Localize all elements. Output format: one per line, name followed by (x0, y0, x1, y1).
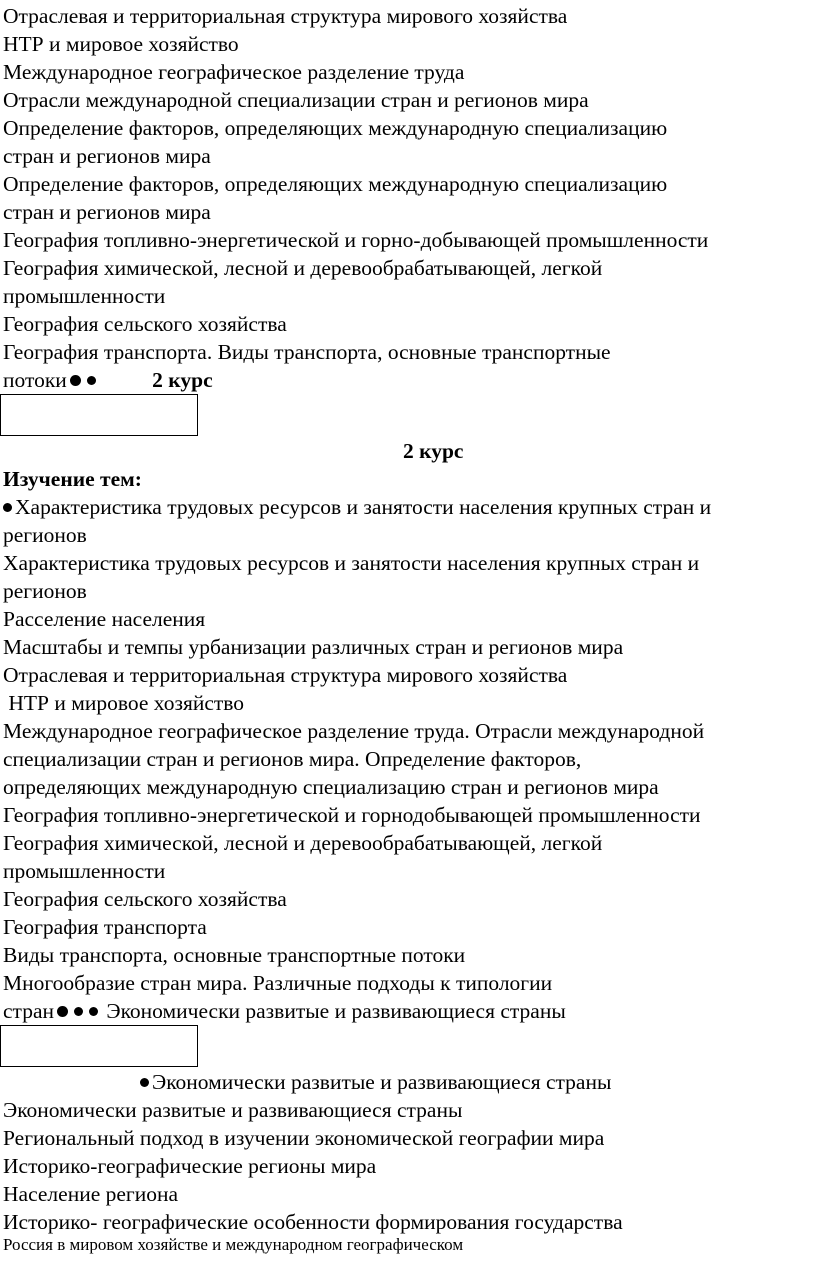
text-line: Характеристика трудовых ресурсов и занятости населения крупных стран и (3, 551, 700, 575)
text-line: определяющих международную специализацию стран и регионов мира (3, 775, 659, 799)
text-fragment: потоки (3, 368, 67, 392)
text-fragment: Экономически развитые и развивающиеся страны (152, 1070, 612, 1094)
bulleted-line (140, 1068, 611, 1096)
text-line: Масштабы и темпы урбанизации различных стран и регионов мира (3, 635, 624, 659)
text-line: Историко-географические регионы мира (3, 1154, 377, 1178)
bulleted-line (3, 493, 711, 521)
topics-heading: Изучение тем: (3, 467, 142, 491)
text-line: География транспорта (3, 915, 207, 939)
bullet-icon (89, 1007, 98, 1016)
empty-frame (0, 1025, 198, 1067)
empty-frame (0, 394, 198, 436)
bullet-icon (3, 503, 12, 512)
text-line: промышленности (3, 284, 166, 308)
text-line: Историко- географические особенности формирования государства (3, 1210, 623, 1234)
bullet-icon (57, 1006, 68, 1017)
text-line: НТР и мировое хозяйство (3, 691, 245, 715)
text-line: промышленности (3, 859, 166, 883)
text-line: Отрасли международной специализации стран и регионов мира (3, 88, 589, 112)
text-line: География транспорта. Виды транспорта, основные транспортные (3, 340, 611, 364)
text-line: Многообразие стран мира. Различные подходы к типологии (3, 971, 553, 995)
text-line: Международное географическое разделение труда. Отрасли международной (3, 719, 705, 743)
text-line: География химической, лесной и деревообрабатывающей, легкой (3, 831, 603, 855)
bullet-icon (140, 1078, 149, 1087)
text-line: География топливно-энергетической и горно-добывающей промышленности (3, 228, 709, 252)
text-line: Виды транспорта, основные транспортные потоки (3, 943, 466, 967)
text-line: Экономически развитые и развивающиеся страны (3, 1098, 463, 1122)
text-line: География топливно-энергетической и горнодобывающей промышленности (3, 803, 701, 827)
text-fragment: Характеристика трудовых ресурсов и занятости населения крупных стран и (15, 495, 712, 519)
text-line: регионов (3, 523, 87, 547)
bullet-icon (70, 375, 81, 386)
text-line: Определение факторов, определяющих международную специализацию (3, 172, 668, 196)
text-line: Определение факторов, определяющих международную специализацию (3, 116, 668, 140)
course-heading: 2 курс (403, 439, 464, 463)
text-line: География химической, лесной и деревообрабатывающей, легкой (3, 256, 603, 280)
text-line: Отраслевая и территориальная структура мирового хозяйства (3, 663, 568, 687)
text-line: Расселение населения (3, 607, 206, 631)
text-line: стран и регионов мира (3, 144, 211, 168)
text-line: География сельского хозяйства (3, 887, 287, 911)
course-label: 2 курс (152, 368, 213, 392)
text-fragment: стран (3, 999, 54, 1023)
text-line: Региональный подход в изучении экономической географии мира (3, 1126, 605, 1150)
text-line: регионов (3, 579, 87, 603)
text-line: Россия в мировом хозяйстве и международном географическом (3, 1235, 464, 1254)
text-line-with-bullets (3, 997, 566, 1025)
text-line-with-bullets (3, 366, 213, 394)
text-line: География сельского хозяйства (3, 312, 287, 336)
text-line: Отраслевая и территориальная структура мирового хозяйства (3, 4, 568, 28)
bullet-icon (74, 1007, 83, 1016)
text-line: Население региона (3, 1182, 179, 1206)
text-line: НТР и мировое хозяйство (3, 32, 239, 56)
text-line: специализации стран и регионов мира. Определение факторов, (3, 747, 582, 771)
text-line: Международное географическое разделение труда (3, 60, 465, 84)
text-fragment: Экономически развитые и развивающиеся страны (106, 999, 566, 1023)
text-line: стран и регионов мира (3, 200, 211, 224)
bullet-icon (87, 376, 96, 385)
